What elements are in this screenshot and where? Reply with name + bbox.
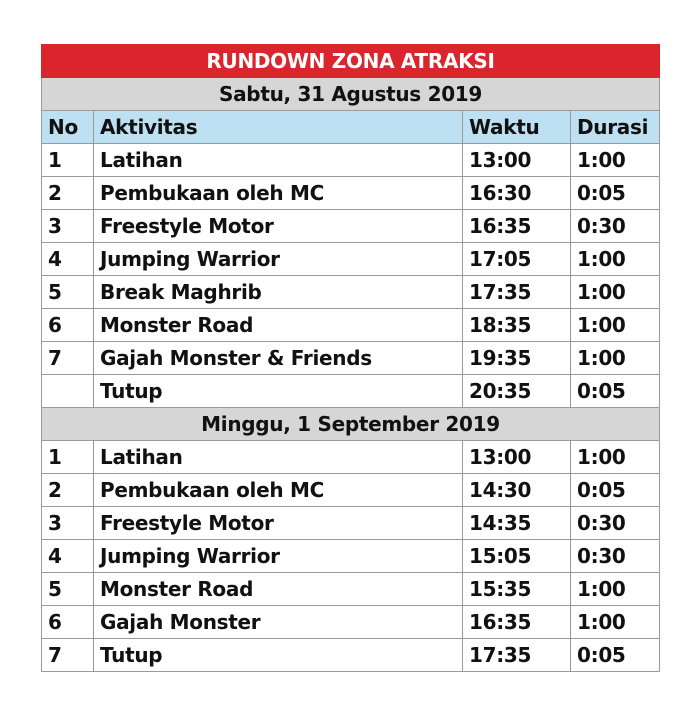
table-row: [42, 144, 660, 177]
row-no: 2: [42, 474, 94, 507]
table-row: [42, 474, 660, 507]
row-duration: 1:00: [571, 441, 660, 474]
row-time: 19:35: [463, 342, 571, 375]
row-duration: 1:00: [571, 606, 660, 639]
rundown-table: [41, 44, 660, 672]
row-duration: 1:00: [571, 309, 660, 342]
table-row: [42, 210, 660, 243]
row-activity: Jumping Warrior: [94, 243, 463, 276]
row-duration: 0:05: [571, 639, 660, 672]
row-time: 18:35: [463, 309, 571, 342]
table-row: [42, 639, 660, 672]
table-row: [42, 507, 660, 540]
row-no: 4: [42, 243, 94, 276]
row-no: [42, 375, 94, 408]
table-title: RUNDOWN ZONA ATRAKSI: [42, 45, 660, 78]
table-row: [42, 177, 660, 210]
row-duration: 0:30: [571, 507, 660, 540]
column-header-duration: Durasi: [571, 111, 660, 144]
row-activity: Gajah Monster: [94, 606, 463, 639]
rundown-table-body: [42, 45, 660, 672]
table-row: [42, 540, 660, 573]
row-time: 17:35: [463, 639, 571, 672]
row-no: 1: [42, 441, 94, 474]
row-activity: Pembukaan oleh MC: [94, 474, 463, 507]
row-activity: Freestyle Motor: [94, 210, 463, 243]
table-row: [42, 441, 660, 474]
row-duration: 0:30: [571, 210, 660, 243]
row-time: 15:05: [463, 540, 571, 573]
row-time: 14:35: [463, 507, 571, 540]
row-duration: 1:00: [571, 144, 660, 177]
day-label: Minggu, 1 September 2019: [42, 408, 660, 441]
row-time: 13:00: [463, 441, 571, 474]
column-header-no: No: [42, 111, 94, 144]
row-duration: 1:00: [571, 342, 660, 375]
row-time: 16:30: [463, 177, 571, 210]
row-activity: Latihan: [94, 441, 463, 474]
table-row: [42, 342, 660, 375]
row-no: 3: [42, 210, 94, 243]
row-duration: 0:05: [571, 177, 660, 210]
row-activity: Freestyle Motor: [94, 507, 463, 540]
row-no: 7: [42, 639, 94, 672]
row-activity: Break Maghrib: [94, 276, 463, 309]
row-no: 7: [42, 342, 94, 375]
row-activity: Tutup: [94, 375, 463, 408]
row-time: 17:05: [463, 243, 571, 276]
column-header-activity: Aktivitas: [94, 111, 463, 144]
rundown-table-container: [41, 44, 659, 672]
title-row: [42, 45, 660, 78]
row-activity: Latihan: [94, 144, 463, 177]
row-time: 20:35: [463, 375, 571, 408]
row-duration: 1:00: [571, 243, 660, 276]
row-duration: 0:05: [571, 375, 660, 408]
row-activity: Pembukaan oleh MC: [94, 177, 463, 210]
row-duration: 1:00: [571, 276, 660, 309]
table-row: [42, 243, 660, 276]
row-activity: Jumping Warrior: [94, 540, 463, 573]
row-no: 5: [42, 276, 94, 309]
row-time: 16:35: [463, 606, 571, 639]
table-row: [42, 573, 660, 606]
table-row: [42, 606, 660, 639]
table-row: [42, 276, 660, 309]
column-header-time: Waktu: [463, 111, 571, 144]
row-time: 14:30: [463, 474, 571, 507]
table-row: [42, 375, 660, 408]
row-activity: Tutup: [94, 639, 463, 672]
row-no: 6: [42, 606, 94, 639]
row-no: 2: [42, 177, 94, 210]
row-activity: Monster Road: [94, 309, 463, 342]
row-no: 3: [42, 507, 94, 540]
row-no: 6: [42, 309, 94, 342]
table-row: [42, 309, 660, 342]
row-time: 16:35: [463, 210, 571, 243]
row-time: 17:35: [463, 276, 571, 309]
row-duration: 0:05: [571, 474, 660, 507]
column-header-row: [42, 111, 660, 144]
row-time: 15:35: [463, 573, 571, 606]
day-label: Sabtu, 31 Agustus 2019: [42, 78, 660, 111]
row-activity: Gajah Monster & Friends: [94, 342, 463, 375]
row-no: 1: [42, 144, 94, 177]
day-row: [42, 78, 660, 111]
row-no: 4: [42, 540, 94, 573]
row-activity: Monster Road: [94, 573, 463, 606]
row-time: 13:00: [463, 144, 571, 177]
row-duration: 1:00: [571, 573, 660, 606]
row-duration: 0:30: [571, 540, 660, 573]
day-row: [42, 408, 660, 441]
row-no: 5: [42, 573, 94, 606]
